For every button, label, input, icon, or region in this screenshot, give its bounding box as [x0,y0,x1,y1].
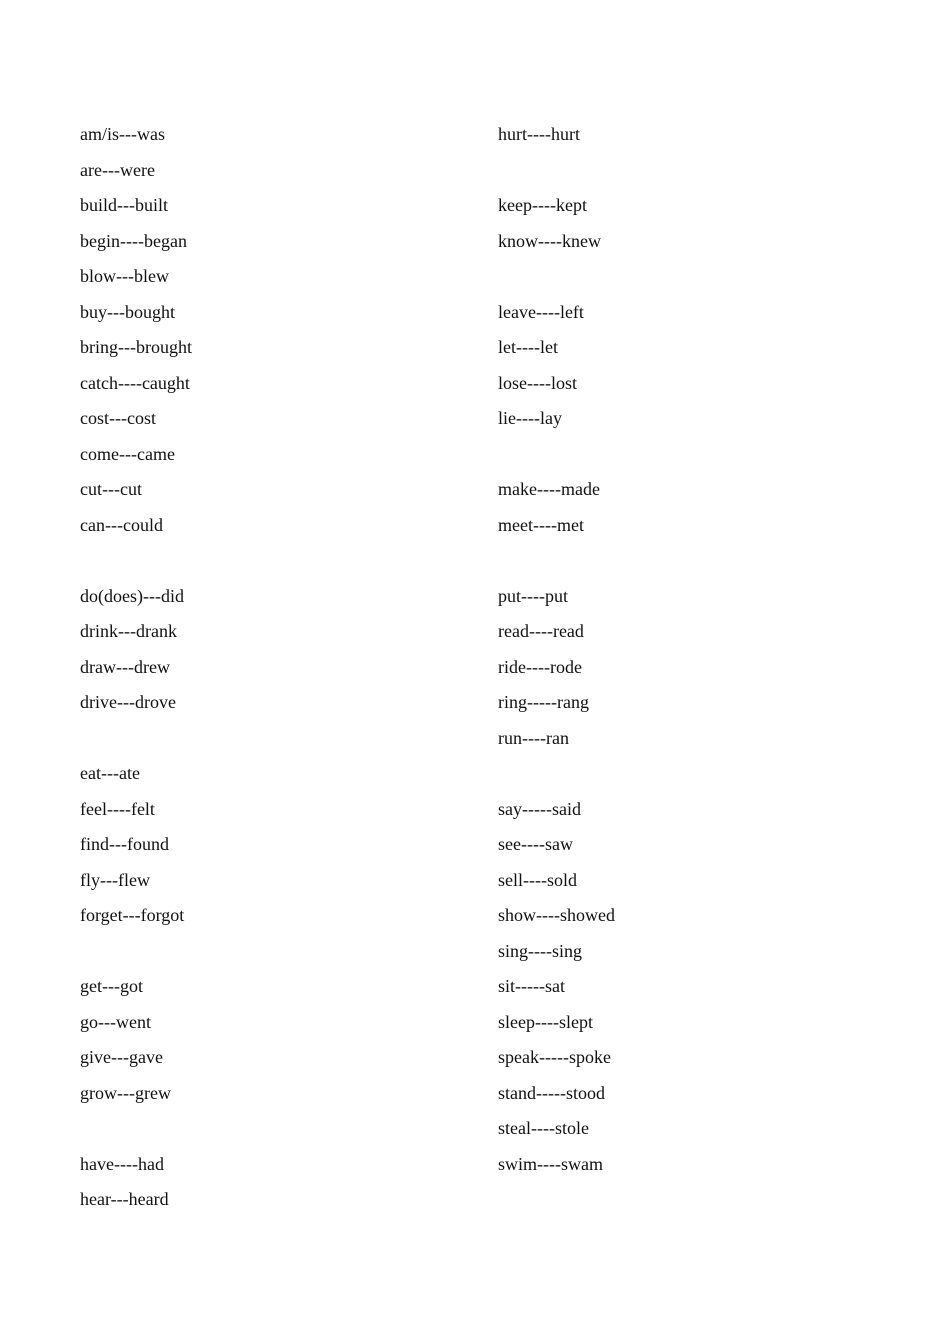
verb-line: are---were [80,159,155,180]
verb-line: lose----lost [498,372,577,393]
verb-line: do(does)---did [80,585,184,606]
verb-line: ring-----rang [498,692,589,712]
verb-line: catch----caught [80,372,190,393]
verb-line: make----made [498,479,600,499]
verb-line: run----ran [498,727,569,748]
verb-line: buy---bought [80,301,175,322]
verb-line: eat---ate [80,763,140,783]
blank-line [80,1111,460,1147]
verb-line: let----let [498,337,558,357]
blank-line [498,543,878,579]
verb-line: sell----sold [498,869,577,890]
verb-line: draw---drew [80,656,170,677]
verb-line: swim----swam [498,1153,603,1174]
verb-line: hear---heard [80,1189,169,1209]
verb-line: am/is---was [80,124,165,144]
verb-line: sing----sing [498,940,582,961]
verb-line: come---came [80,443,175,464]
verb-line: drive---drove [80,692,176,712]
verb-line: grow---grew [80,1082,171,1103]
verb-line: feel----felt [80,798,155,819]
verb-line: build---built [80,195,168,215]
verb-line: stand-----stood [498,1082,605,1103]
verb-line: find---found [80,834,169,854]
verb-line: show----showed [498,905,615,925]
verb-line: lie----lay [498,408,562,428]
verb-line: hurt----hurt [498,124,580,144]
verb-line: meet----met [498,514,584,535]
verb-line: have----had [80,1153,164,1174]
verb-line: blow---blew [80,266,169,286]
verb-line: put----put [498,585,568,606]
verb-line: see----saw [498,834,573,854]
verb-line: fly---flew [80,869,150,890]
verb-line: sleep----slept [498,1011,593,1032]
left-verb-column [80,117,460,1218]
blank-line [80,721,460,757]
verb-line: go---went [80,1011,151,1032]
verb-line: speak-----spoke [498,1047,611,1067]
verb-line: read----read [498,621,584,641]
verb-line: ride----rode [498,656,582,677]
verb-line: say-----said [498,798,581,819]
verb-line: give---gave [80,1047,163,1067]
blank-line [498,259,878,295]
blank-line [498,756,878,792]
verb-line: know----knew [498,230,601,251]
verb-line: forget---forgot [80,905,185,925]
verb-line: leave----left [498,301,584,322]
blank-line [80,934,460,970]
right-verb-column [498,117,878,1182]
verb-line: sit-----sat [498,976,565,996]
verb-line: begin----began [80,230,187,251]
verb-line: can---could [80,514,163,535]
verb-line: cost---cost [80,408,156,428]
verb-line: bring---brought [80,337,192,357]
verb-line: steal----stole [498,1118,589,1138]
blank-line [80,543,460,579]
blank-line [498,437,878,473]
blank-line [498,153,878,189]
verb-line: cut---cut [80,479,142,499]
verb-line: keep----kept [498,195,587,215]
verb-line: get---got [80,976,143,996]
verb-line: drink---drank [80,621,177,641]
